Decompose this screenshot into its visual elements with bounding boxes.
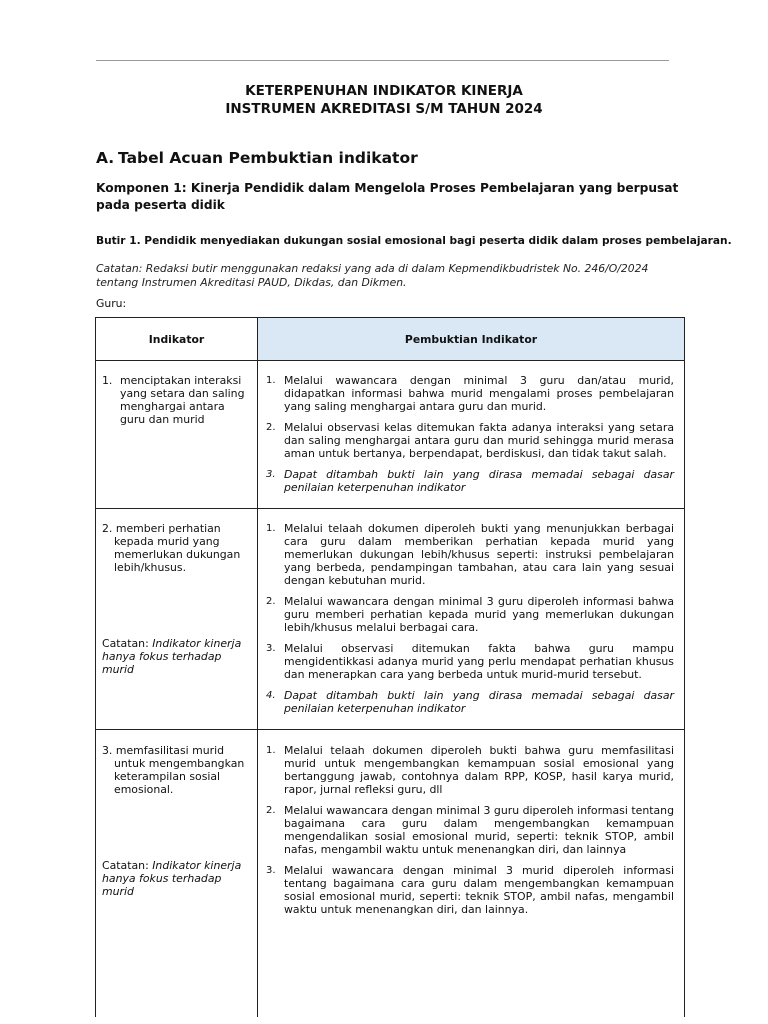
catatan-line-2: tentang Instrumen Akreditasi PAUD, Dikdas, dan Dikmen.	[96, 276, 407, 289]
evidence-item: 2. Melalui wawancara dengan minimal 3 guru diperoleh informasi bahwa guru memberi perhatian kepada murid yang memerlukan dukungan lebih/khusus melalui berbagai cara.	[266, 595, 674, 634]
indicator-text-rest: kepada murid yang memerlukan dukungan lebih/khusus.	[114, 535, 241, 574]
indicator-text-rest: untuk mengembangkan keterampilan sosial emosional.	[114, 757, 245, 796]
evidence-item: 1. Melalui telaah dokumen diperoleh bukti bahwa guru memfasilitasi murid untuk mengembangkan kemampuan sosial emosional yang bertanggung jawab, contohnya dalam RPP, KOSP, hasil karya murid, rapor, jurnal refleksi guru, dll	[266, 744, 674, 796]
guru-label: Guru:	[96, 297, 127, 310]
section-heading	[96, 149, 418, 167]
indicator-note-2	[102, 637, 248, 676]
catatan-note	[96, 262, 696, 290]
section-title: Tabel Acuan Pembuktian indikator	[118, 149, 418, 167]
evidence-item: 1. Melalui telaah dokumen diperoleh bukti yang menunjukkan berbagai cara guru dalam memberikan perhatian kepada murid yang memerlukan dukungan lebih/khusus seperti: instruksi pembelajaran yang berbeda, pendampingan tambahan, atau cara lain yang sesuai dengan kebutuhan murid.	[266, 522, 674, 587]
komponen-heading: Komponen 1: Kinerja Pendidik dalam Mengelola Proses Pembelajaran yang berpusat pada peserta didik	[96, 181, 679, 212]
indicator-number: 1.	[102, 374, 113, 387]
header-indikator: Indikator	[148, 332, 205, 346]
evidence-item: 4. Dapat ditambah bukti lain yang dirasa memadai sebagai dasar penilaian keterpenuhan indikator	[266, 689, 674, 715]
evidence-cell-1	[266, 374, 674, 502]
indicator-text-first: 2. memberi perhatian	[102, 522, 221, 535]
indicator-table	[95, 317, 685, 1017]
column-divider	[257, 318, 258, 1017]
indicator-cell-2	[102, 522, 248, 574]
note-text: Indikator kinerja hanya fokus terhadap murid	[102, 637, 242, 676]
document-title-line-1: KETERPENUHAN INDIKATOR KINERJA	[245, 83, 523, 99]
indicator-note-3	[102, 859, 248, 898]
evidence-item: 2. Melalui observasi kelas ditemukan fakta adanya interaksi yang setara dan saling menghargai antara guru dan murid sehingga murid merasa aman untuk bertanya, berpendapat, berdiskusi, dan tidak takut salah.	[266, 421, 674, 460]
evidence-item: 3. Dapat ditambah bukti lain yang dirasa memadai sebagai dasar penilaian keterpenuhan indikator	[266, 468, 674, 494]
indicator-cell-1	[102, 374, 248, 426]
row-divider	[96, 729, 684, 730]
catatan-line-1: Catatan: Redaksi butir menggunakan redaksi yang ada di dalam Kepmendikbudristek No. 246/O/2024	[96, 262, 649, 275]
evidence-item: 3. Melalui observasi ditemukan fakta bahwa guru mampu mengidentikkasi adanya murid yang perlu mendapat perhatian khusus dan menerapkan cara yang berbeda untuk murid-murid tersebut.	[266, 642, 674, 681]
evidence-cell-3	[266, 744, 674, 924]
evidence-item: 2. Melalui wawancara dengan minimal 3 guru diperoleh informasi tentang bagaimana cara guru dalam mengembangkan kemampuan mengendalikan sosial emosional murid, seperti: teknik STOP, ambil nafas, mengambil waktu untuk menenangkan diri, dan lainnya	[266, 804, 674, 856]
document-title-line-2: INSTRUMEN AKREDITASI S/M TAHUN 2024	[225, 101, 543, 117]
indicator-text-first: 3. memfasilitasi murid	[102, 744, 225, 757]
note-label: Catatan:	[102, 637, 149, 650]
evidence-cell-2	[266, 522, 674, 723]
header-pembuktian: Pembuktian Indikator	[258, 318, 684, 360]
header-divider	[96, 360, 684, 361]
evidence-item: 3. Melalui wawancara dengan minimal 3 murid diperoleh informasi tentang bagaimana cara guru dalam mengembangkan kemampuan sosial emosional murid, seperti: teknik STOP, ambil nafas, mengambil waktu untuk menenangkan diri, dan lainnya.	[266, 864, 674, 916]
indicator-cell-3	[102, 744, 248, 796]
note-text: Indikator kinerja hanya fokus terhadap murid	[102, 859, 242, 898]
note-label: Catatan:	[102, 859, 149, 872]
evidence-item: 1. Melalui wawancara dengan minimal 3 guru dan/atau murid, didapatkan informasi bahwa murid mengalami proses pembelajaran yang saling menghargai antara guru dan murid.	[266, 374, 674, 413]
header-rule	[96, 60, 669, 61]
section-letter: A.	[96, 149, 115, 167]
butir-heading: Butir 1. Pendidik menyediakan dukungan sosial emosional bagi peserta didik dalam proses pembelajaran.	[96, 235, 732, 247]
indicator-text: menciptakan interaksi yang setara dan saling menghargai antara guru dan murid	[120, 374, 245, 426]
row-divider	[96, 508, 684, 509]
